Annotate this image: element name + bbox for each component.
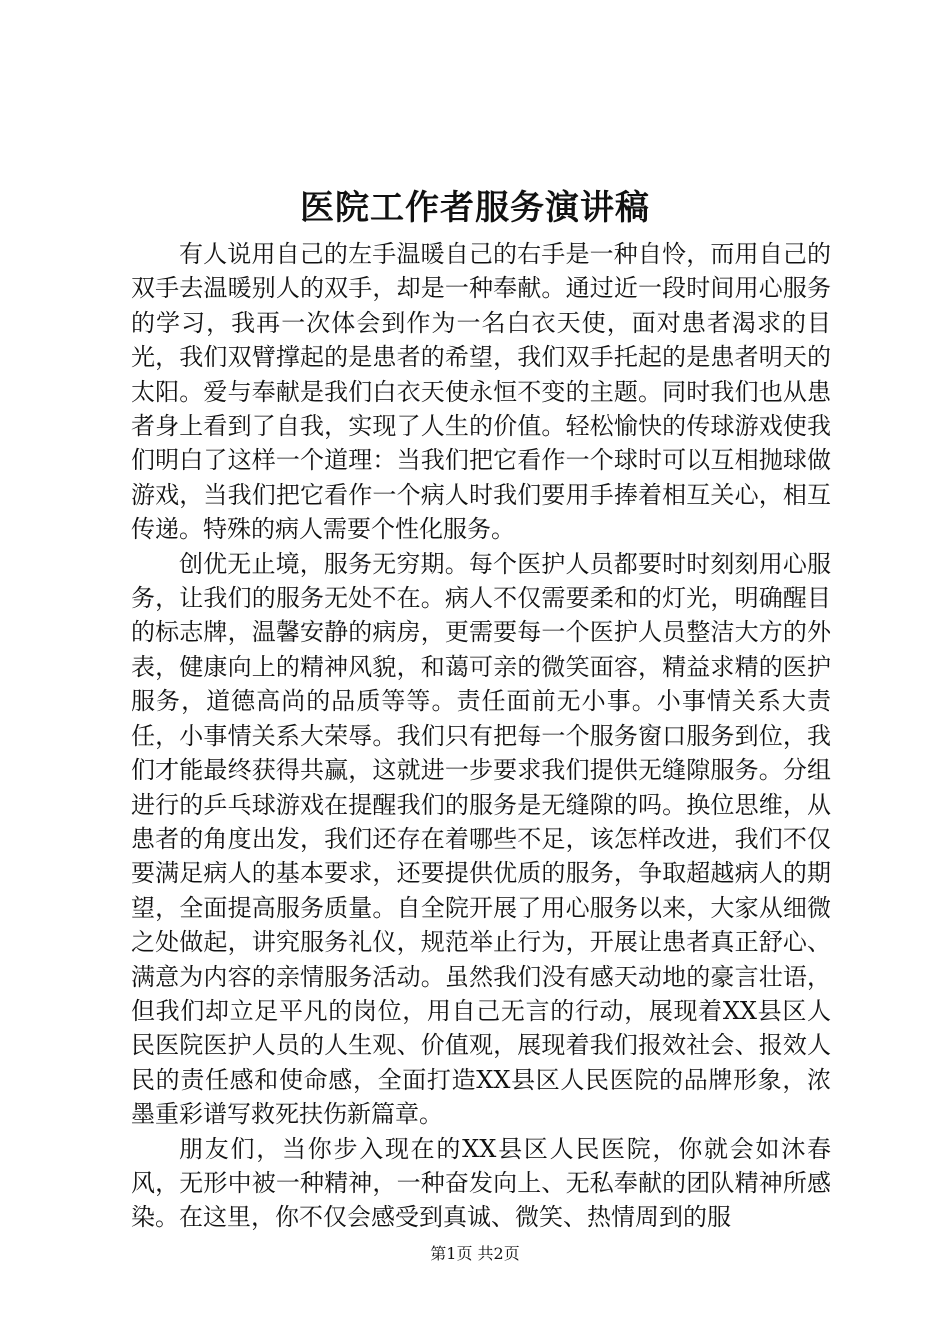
paragraph-1: 有人说用自己的左手温暖自己的右手是一种自怜，而用自己的双手去温暖别人的双手，却是一种奉献。通过近一段时间用心服务的学习，我再一次体会到作为一名白衣天使，面对患者渴求的目光，我们双臂撑起的是患者的希望，我们双手托起的是患者明天的太阳。爱与奉献是我们白衣天使永恒不变的主题。同时我们也从患者身上看到了自我，实现了人生的价值。轻松愉快的传球游戏使我们明白了这样一个道理：当我们把它看作一个球时可以互相抛球做游戏，当我们把它看作一个病人时我们要用手捧着相互关心，相互传递。特殊的病人需要个性化服务。 — [131, 240, 831, 544]
page-footer: 第1页 共2页 — [430, 1244, 520, 1263]
document-body — [131, 237, 831, 1235]
paragraph-2: 创优无止境，服务无穷期。每个医护人员都要时时刻刻用心服务，让我们的服务无处不在。病人不仅需要柔和的灯光，明确醒目的标志牌，温馨安静的病房，更需要每一个医护人员整洁大方的外表，健康向上的精神风貌，和蔼可亲的微笑面容，精益求精的医护服务，道德高尚的品质等等。责任面前无小事。小事情关系大责任，小事情关系大荣辱。我们只有把每一个服务窗口服务到位，我们才能最终获得共赢，这就进一步要求我们提供无缝隙服务。分组进行的乒乓球游戏在提醒我们的服务是无缝隙的吗。换位思维，从患者的角度出发，我们还存在着哪些不足，该怎样改进，我们不仅要满足病人的基本要求，还要提供优质的服务，争取超越病人的期望，全面提高服务质量。自全院开展了用心服务以来，大家从细微之处做起，讲究服务礼仪，规范举止行为，开展让患者真正舒心、满意为内容的亲情服务活动。虽然我们没有感天动地的豪言壮语，但我们却立足平凡的岗位，用自己无言的行动，展现着XX县区人民医院医护人员的人生观、价值观，展现着我们报效社会、报效人民的责任感和使命感，全面打造XX县区人民医院的品牌形象，浓墨重彩谱写救死扶伤新篇章。 — [131, 549, 831, 1129]
document-title: 医院工作者服务演讲稿 — [300, 188, 650, 228]
paragraph-3: 朋友们，当你步入现在的XX县区人民医院，你就会如沐春风，无形中被一种精神，一种奋发向上、无私奉献的团队精神所感染。在这里，你不仅会感受到真诚、微笑、热情周到的服 — [131, 1134, 831, 1232]
